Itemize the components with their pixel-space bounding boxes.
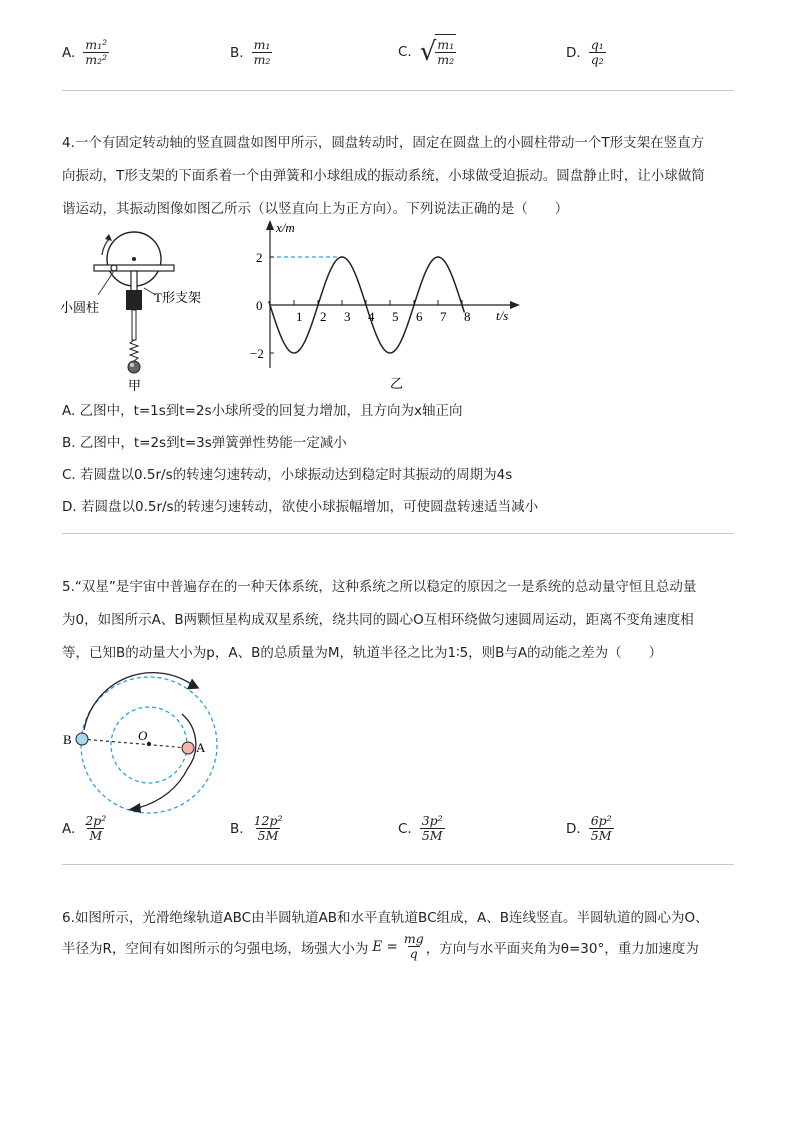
- q6-stem-line-1: 6.如图所示，光滑绝缘轨道ABC由半圆轨道AB和水平直轨道BC组成，A、B连线竖直。半圆轨道的圆心为O、: [62, 910, 709, 926]
- label-b: B: [63, 732, 72, 747]
- prev-option-d: D. $\frac{\text{q₁}}{\text{q₂}}$: [566, 37, 604, 68]
- divider: [62, 864, 734, 865]
- prev-option-c: C. √ $\frac{\text{m₁}}{\text{m₂}}$: [398, 34, 456, 70]
- x-tick-label: 2: [320, 309, 327, 324]
- prev-option-a: A. $\frac{\text{m₁²}}{\text{m₂²}}$: [62, 37, 108, 68]
- x-axis-label: t/s: [496, 308, 509, 323]
- q5-stem-line-3: 等，已知B的动量大小为p，A、B的总质量为M，轨道半径之比为1∶5，则B与A的动能之差为（ ）: [62, 645, 663, 661]
- q5-option-d: D. $\frac{\text{6p²}}{5M}$: [566, 813, 612, 844]
- q4-stem-line-3: 谐运动，其振动图像如图乙所示（以竖直向上为正方向）。下列说法正确的是（ ）: [62, 201, 569, 217]
- arrowhead-a: [128, 803, 141, 813]
- q4-option-b: B. 乙图中，t=2s到t=3s弹簧弹性势能一定减小: [62, 435, 347, 451]
- label-o: O: [138, 728, 148, 743]
- caption-jia: 甲: [128, 378, 142, 393]
- q6-stem-line-2: 半径为R，空间有如图所示的匀强电场，场强大小为 E = $\frac{mg}{q}$ ，方向与水平面夹角为θ=30°，重力加速度为: [62, 931, 699, 962]
- center-dot: [147, 742, 151, 746]
- y-tick-label: 0: [256, 298, 263, 313]
- y-axis-arrow: [266, 220, 274, 230]
- label-bracket: T形支架: [154, 290, 201, 305]
- x-tick-label: 7: [440, 309, 447, 324]
- star-b: [76, 733, 88, 745]
- label-a: A: [196, 740, 206, 755]
- x-tick-label: 4: [368, 309, 375, 324]
- chart-yi: [248, 218, 528, 394]
- label-cylinder: 小圆柱: [60, 300, 100, 315]
- x-tick-label: 6: [416, 309, 423, 324]
- arc-arrow-b: [84, 673, 194, 730]
- y-axis-label: x/m: [276, 220, 295, 235]
- divider: [62, 90, 734, 91]
- q4-option-c: C. 若圆盘以0.5r/s的转速匀速转动，小球振动达到稳定时其振动的周期为4s: [62, 467, 513, 483]
- caption-yi: 乙: [390, 376, 404, 391]
- q5-stem-line-2: 为0，如图所示A、B两颗恒星构成双星系统，绕共同的圆心O互相环绕做匀速圆周运动，距离不变角速度相: [62, 612, 694, 628]
- divider: [62, 533, 734, 534]
- q5-option-a: A. $\frac{\text{2p²}}{M}$: [62, 813, 107, 844]
- q4-stem-line-1: 4.一个有固定转动轴的竖直圆盘如图甲所示，圆盘转动时，固定在圆盘上的小圆柱带动一个T形支架在竖直方: [62, 135, 705, 151]
- q4-option-d: D. 若圆盘以0.5r/s的转速匀速转动，欲使小球振幅增加，可使圆盘转速适当减小: [62, 499, 539, 515]
- x-tick-label: 3: [344, 309, 351, 324]
- figure-jia: [58, 222, 238, 394]
- q5-option-b: B. $\frac{\text{12p²}}{5M}$: [230, 813, 283, 844]
- star-a: [182, 742, 194, 754]
- figure-binary-star: [58, 668, 248, 818]
- x-tick-label: 5: [392, 309, 399, 324]
- y-tick-label: 2: [256, 250, 263, 265]
- q4-option-a: A. 乙图中，t=1s到t=2s小球所受的回复力增加，且方向为x轴正向: [62, 403, 463, 419]
- y-tick-label: −2: [250, 346, 264, 361]
- prev-option-b: B. $\frac{\text{m₁}}{\text{m₂}}$: [230, 37, 271, 68]
- q4-stem-line-2: 向振动，T形支架的下面系着一个由弹簧和小球组成的振动系统，小球做受迫振动。圆盘静止时，让小球做简: [62, 168, 705, 184]
- connecting-line: [82, 739, 188, 748]
- x-tick-label: 8: [464, 309, 471, 324]
- q5-option-c: C. $\frac{\text{3p²}}{5M}$: [398, 813, 443, 844]
- x-tick-label: 1: [296, 309, 303, 324]
- arrowhead-b: [187, 678, 202, 694]
- x-axis-arrow: [510, 301, 520, 309]
- q5-stem-line-1: 5.“双星”是宇宙中普遍存在的一种天体系统，这种系统之所以稳定的原因之一是系统的总动量守恒且总动量: [62, 579, 697, 595]
